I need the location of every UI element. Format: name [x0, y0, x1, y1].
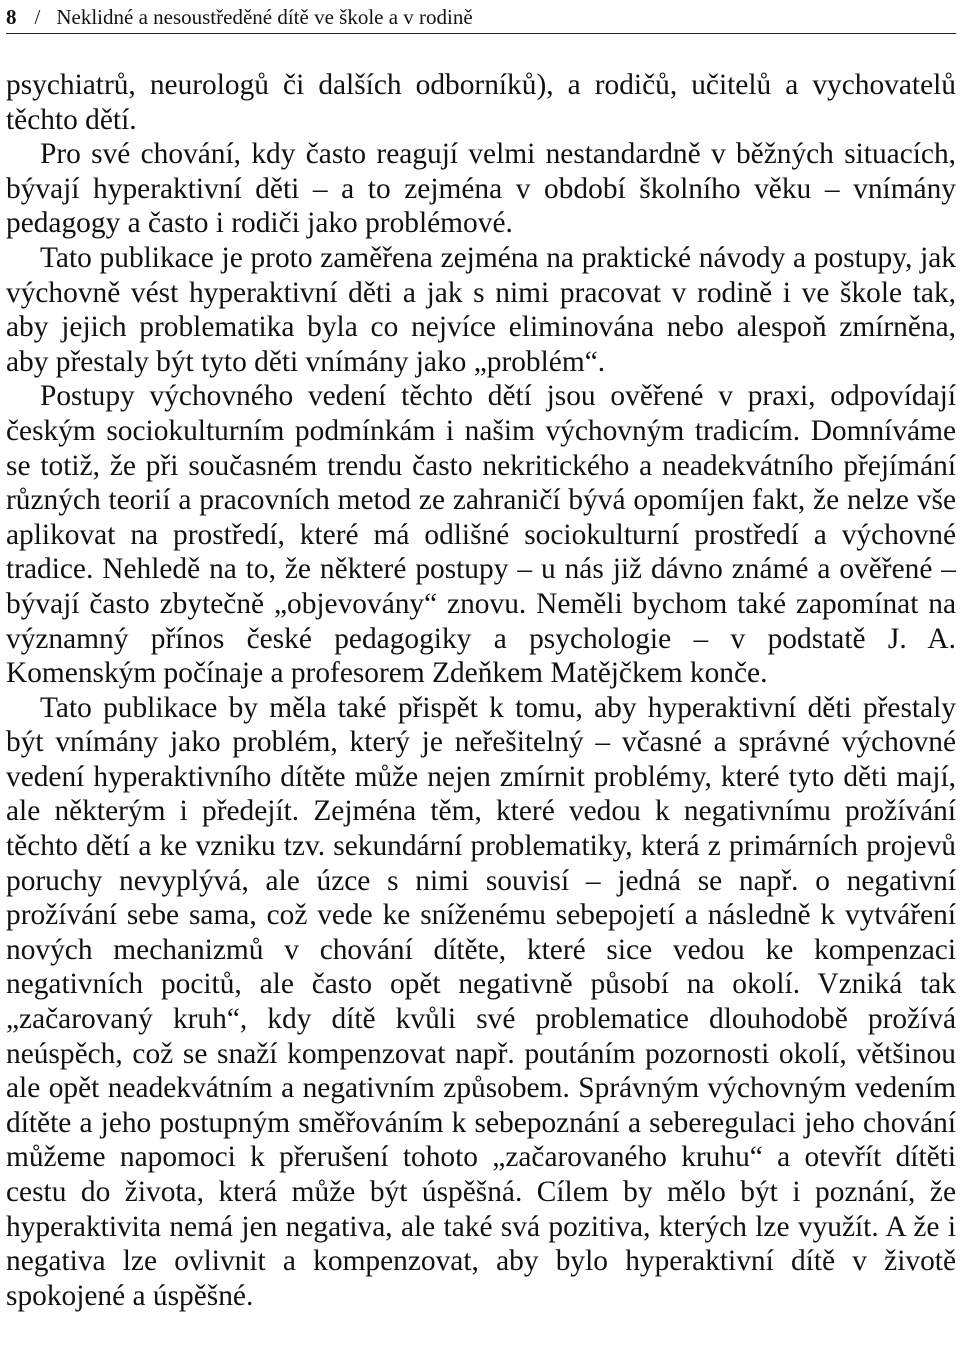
paragraph: Tato publikace je proto zaměřena zejména na praktické návody a postupy, jak výchovně vést hyperaktivní děti a jak s nimi pracovat v rodině i ve škole tak, aby jejich problematika byla co nejvíce eliminována nebo alespoň zmírněna, aby přestaly být tyto děti vnímány jako „problém“. — [6, 241, 956, 378]
running-head-title: Neklidné a nesoustředěné dítě ve škole a v rodině — [56, 5, 473, 29]
header-separator: / — [34, 5, 41, 29]
body-text — [6, 68, 956, 1313]
paragraph: Pro své chování, kdy často reagují velmi nestandardně v běžných situacích, bývají hyperaktivní děti – a to zejména v období školního věku – vnímány pedagogy a často i rodiči jako problémové. — [6, 138, 956, 240]
running-head — [6, 4, 956, 34]
paragraph: Postupy výchovného vedení těchto dětí jsou ověřené v praxi, odpovídají českým sociokulturním podmínkám i našim výchovným tradicím. Domníváme se totiž, že při současném trendu často nekritického a neadekvátního přejímání různých teorií a pracovních metod ze zahraničí bývá opomíjen fakt, že nelze vše aplikovat na prostředí, které má odlišné sociokulturní prostředí a výchovné tradice. Nehledě na to, že některé postupy – u nás již dávno známé a ověřené – bývají často zbytečně „objevovány“ znovu. Neměli bychom také zapomínat na významný přínos české pedagogiky a psychologie – v podstatě J. A. Komenským počínaje a profesorem Zdeňkem Matějčkem konče. — [6, 380, 956, 690]
header-rule — [6, 33, 956, 34]
paragraph: Tato publikace by měla také přispět k tomu, aby hyperaktivní děti přestaly být vnímány jako problém, který je neřešitelný – včasné a správné výchovné vedení hyperaktivního dítěte může nejen zmírnit problémy, které tyto děti mají, ale některým i předejít. Zejména těm, které vedou k negativnímu prožívání těchto dětí a ke vzniku tzv. sekundární problematiky, která z primárních projevů poruchy nevyplývá, ale úzce s nimi souvisí – jedná se např. o negativní prožívání sebe sama, což vede ke sníženému sebepojetí a následně k vytváření nových mechanizmů v chování dítěte, které sice vedou ke kompenzaci negativních pocitů, ale často opět negativně působí na okolí. Vzniká tak „začarovaný kruh“, kdy dítě kvůli své problematice dlouhodobě prožívá neúspěch, což se snaží kompenzovat např. poutáním pozornosti okolí, většinou ale opět neadekvátním a negativním způsobem. Správným výchovným vedením dítěte a jeho postupným směřováním k sebepoznání a seberegulaci jeho chování můžeme napomoci k přerušení tohoto „začarovaného kruhu“ a otevřít dítěti cestu do života, která může být úspěšná. Cílem by mělo být i poznání, že hyperaktivita nemá jen negativa, ale také svá pozitiva, kterých lze využít. A že i negativa lze ovlivnit a kompenzovat, aby bylo hyperaktivní dítě v životě spokojené a úspěšné. — [6, 691, 956, 1312]
paragraph-continued: psychiatrů, neurologů či dalších odborníků), a rodičů, učitelů a vychovatelů těchto dětí. — [6, 69, 956, 136]
book-page — [6, 0, 956, 1370]
page-number: 8 — [6, 5, 17, 29]
